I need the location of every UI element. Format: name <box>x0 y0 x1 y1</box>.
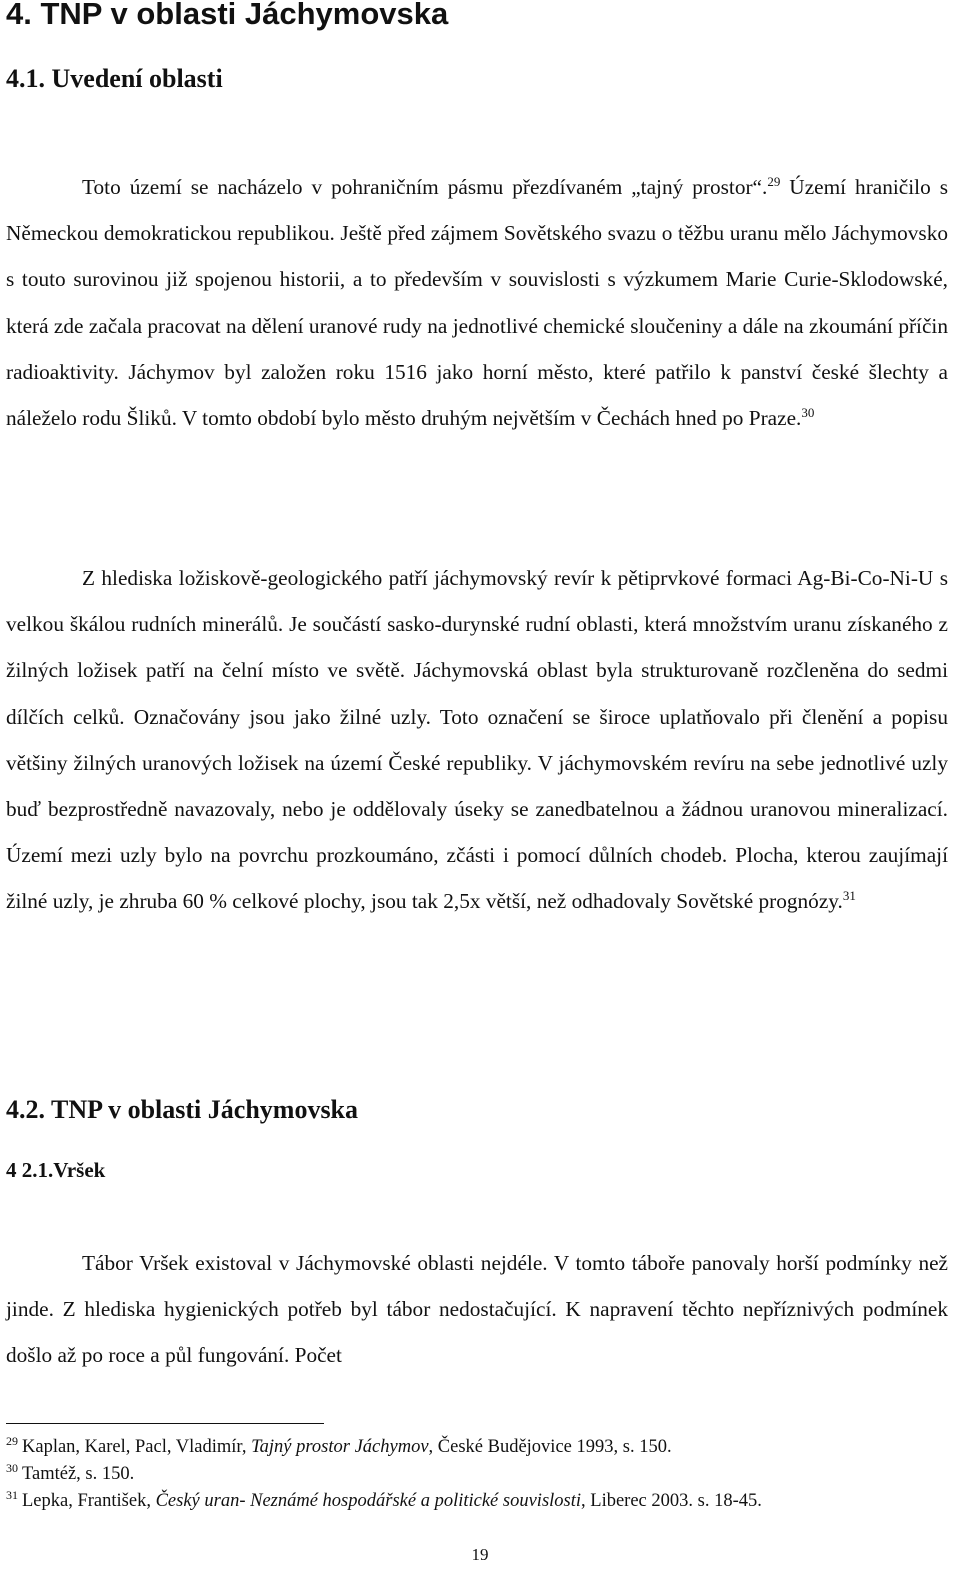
footnote-author: Lepka, František, <box>22 1491 156 1511</box>
footnote-separator <box>6 1423 324 1424</box>
footnote-number: 29 <box>6 1433 18 1448</box>
footnote-author: Tamtéž, s. 150. <box>22 1464 135 1484</box>
footnote-30 <box>6 1461 948 1488</box>
footnote-29 <box>6 1434 948 1461</box>
subsection-heading-vrsek: 4 2.1.Vršek <box>6 1158 106 1182</box>
page-number: 19 <box>471 1545 489 1564</box>
footnote-title: Tajný prostor Jáchymov <box>251 1437 429 1457</box>
paragraph-1-text-b: Území hraničilo s Německou demokratickou republikou. Ještě před zájmem Sovětského svazu o těžbu uranu mělo Jáchymovsko s touto surovinou již spojenou historii, a to především v souvislosti s výzkumem Marie Curie-Sklodowské, která zde začala pracovat na dělení uranové rudy na jednotlivé chemické sloučeniny a dále na zkoumání příčin radioaktivity. Jáchymov byl založen roku 1516 jako horní město, které patřilo k panství české šlechty a náleželo rodu Šliků. V tomto období bylo město druhým největším v Čechách hned po Praze. <box>6 175 948 431</box>
chapter-heading: 4. TNP v oblasti Jáchymovska <box>6 0 449 31</box>
section-heading-4-2: 4.2. TNP v oblasti Jáchymovska <box>6 1095 359 1124</box>
footnote-31 <box>6 1488 948 1515</box>
footnote-author: Kaplan, Karel, Pacl, Vladimír, <box>22 1437 252 1457</box>
footnote-publication: , České Budějovice 1993, s. 150. <box>428 1437 672 1457</box>
paragraph-2-text: Z hlediska ložiskově-geologického patří jáchymovský revír k pětiprvkové formaci Ag-Bi-Co-Ni-U s velkou škálou rudních minerálů. Je součástí sasko-durynské rudní oblasti, která množstvím uranu získaného z žilných ložisek patří na čelní místo ve světě. Jáchymovská oblast byla strukturovaně rozčleněna do sedmi dílčích celků. Označovány jsou jako žilné uzly. Toto označení se široce uplatňovalo při členění a popisu většiny žilných uranových ložisek na území České republiky. V jáchymovském revíru na sebe jednotlivé uzly buď bezprostředně navazovaly, nebo je oddělovaly úseky se zanedbatelnou a žádnou uranovou mineralizací. Území mezi uzly bylo na povrchu prozkoumáno, zčásti i pomocí důlních chodeb. Plocha, kterou zaujímají žilné uzly, je zhruba 60 % celkové plochy, jsou tak 2,5x větší, než odhadovaly Sovětské prognózy. <box>6 566 948 914</box>
footnote-title: Český uran- Neznámé hospodářské a politické souvislosti <box>155 1491 582 1511</box>
footnote-number: 30 <box>6 1460 18 1475</box>
footnote-ref-30[interactable]: 30 <box>801 404 815 420</box>
paragraph-2 <box>6 555 948 925</box>
footnote-ref-31[interactable]: 31 <box>842 888 856 904</box>
footnote-ref-29[interactable]: 29 <box>767 173 781 189</box>
paragraph-1-text-a: Toto území se nacházelo v pohraničním pásmu přezdívaném „tajný prostor“. <box>82 175 768 199</box>
footnotes <box>6 1434 948 1515</box>
footnote-publication: , Liberec 2003. s. 18-45. <box>581 1491 762 1511</box>
section-heading-4-1: 4.1. Uvedení oblasti <box>6 64 223 93</box>
footnote-number: 31 <box>6 1487 18 1502</box>
paragraph-3 <box>6 1240 948 1379</box>
paragraph-3-text: Tábor Vršek existoval v Jáchymovské oblasti nejdéle. V tomto táboře panovaly horší podmínky než jinde. Z hlediska hygienických potřeb byl tábor nedostačující. K napravení těchto nepříznivých podmínek došlo až po roce a půl fungování. Počet <box>6 1251 948 1368</box>
paragraph-1 <box>6 164 948 441</box>
